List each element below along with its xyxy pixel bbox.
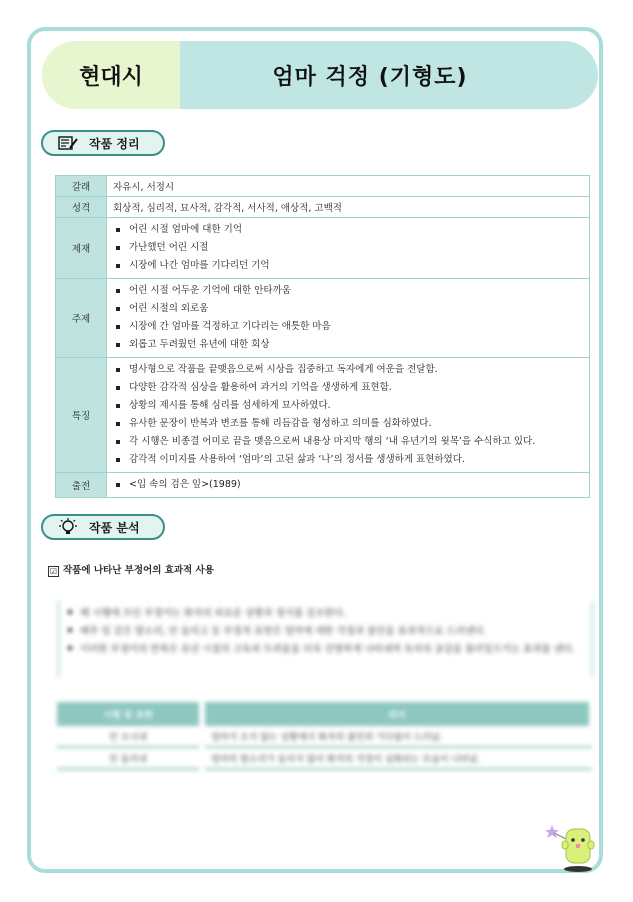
genre-title: 현대시 xyxy=(42,41,180,109)
table-row xyxy=(56,176,590,197)
list-item: 각 시행은 비종결 어미로 끝을 맺음으로써 내용상 마지막 행의 ‘내 유년기의 윗목’을 수식하고 있다. xyxy=(113,433,583,451)
list-item: <입 속의 검은 잎>(1989) xyxy=(113,476,583,494)
sparkle-icon xyxy=(545,825,566,839)
list-item: 시장에 나간 엄마를 기다리던 기억 xyxy=(113,257,583,275)
table-cell: 안 들리네 xyxy=(57,747,202,769)
nature-label: 성격 xyxy=(56,197,107,218)
genre-value: 자유시, 서정시 xyxy=(107,176,590,197)
analysis-heading xyxy=(48,562,214,577)
list-item: 어린 시절 어두운 기억에 대한 안타까움 xyxy=(113,282,583,300)
source-label: 출전 xyxy=(56,473,107,498)
table-row xyxy=(56,358,590,473)
source-list xyxy=(113,476,583,494)
material-list xyxy=(113,221,583,275)
section-summary-text: 작품 정리 xyxy=(89,136,140,151)
poem-title: 엄마 걱정 (기형도) xyxy=(272,64,468,90)
bullet-icon xyxy=(68,628,72,632)
section-analysis-label xyxy=(41,514,165,540)
blurred-line: 배추 잎 같은 발소리, 안 들리고 등 부정적 표현은 엄마에 대한 걱정과 불안을 효과적으로 드러낸다. xyxy=(80,626,487,637)
table-cell: 안 오시네 xyxy=(57,726,202,747)
genre-label: 갈래 xyxy=(56,176,107,197)
feature-label: 특징 xyxy=(56,358,107,473)
table-row xyxy=(57,747,592,769)
material-label: 제재 xyxy=(56,218,107,279)
table-header: 의미 xyxy=(202,702,592,726)
bullet-icon xyxy=(68,610,72,614)
theme-list xyxy=(113,282,583,354)
analysis-heading-text: 작품에 나타난 부정어의 효과적 사용 xyxy=(63,565,214,576)
blurred-explanation xyxy=(57,601,594,677)
blurred-table xyxy=(57,702,595,770)
section-summary-label xyxy=(41,130,165,156)
list-item: 시장에 간 엄마를 걱정하고 기다리는 애틋한 마음 xyxy=(113,318,583,336)
table-header-row xyxy=(57,702,592,726)
list-item: 다양한 감각적 심상을 활용하여 과거의 기억을 생생하게 표현함. xyxy=(113,379,583,397)
nature-value: 회상적, 심리적, 묘사적, 감각적, 서사적, 애상적, 고백적 xyxy=(107,197,590,218)
list-item: 상황의 제시를 통해 심리를 섬세하게 묘사하였다. xyxy=(113,397,583,415)
lightbulb-icon xyxy=(57,518,79,536)
list-item: 어린 시절의 외로움 xyxy=(113,300,583,318)
feature-list xyxy=(113,361,583,469)
blurred-line: 이러한 부정어의 반복은 유년 시절의 고독과 두려움을 더욱 선명하게 나타내며 독자의 공감을 불러일으키는 효과를 낸다. xyxy=(80,644,575,655)
list-item: 가난했던 어린 시절 xyxy=(113,239,583,257)
notepad-pencil-icon xyxy=(57,135,79,151)
section-analysis-text: 작품 분석 xyxy=(89,520,140,535)
list-item: 외롭고 두려웠던 유년에 대한 회상 xyxy=(113,336,583,354)
table-row xyxy=(56,197,590,218)
table-row xyxy=(57,726,592,747)
list-item: 명사형으로 작품을 끝맺음으로써 시상을 집중하고 독자에게 여운을 전달함. xyxy=(113,361,583,379)
blurred-line: 해 시행에 쓰인 부정어는 화자의 외로운 상황과 정서를 강조한다. xyxy=(80,608,346,619)
list-item: 어린 시절 엄마에 대한 기억 xyxy=(113,221,583,239)
list-item: 유사한 문장이 반복과 변조를 통해 리듬감을 형성하고 의미를 심화하였다. xyxy=(113,415,583,433)
table-row xyxy=(56,218,590,279)
summary-table xyxy=(55,175,590,498)
table-row xyxy=(56,473,590,498)
bullet-icon xyxy=(68,646,72,650)
table-row xyxy=(56,279,590,358)
theme-label: 주제 xyxy=(56,279,107,358)
checkbox-icon: ☑ xyxy=(49,567,58,576)
mascot-icon xyxy=(540,815,600,875)
table-cell: 엄마가 오지 않는 상황에서 화자의 불안과 기다림이 드러남. xyxy=(202,726,592,747)
list-item: 감각적 이미지를 사용하여 ‘엄마’의 고된 삶과 ‘나’의 정서를 생생하게 표현하였다. xyxy=(113,451,583,469)
table-header: 시행 및 표현 xyxy=(57,702,202,726)
table-cell: 엄마의 발소리가 들리지 않아 화자의 걱정이 심화되는 모습이 나타남. xyxy=(202,747,592,769)
